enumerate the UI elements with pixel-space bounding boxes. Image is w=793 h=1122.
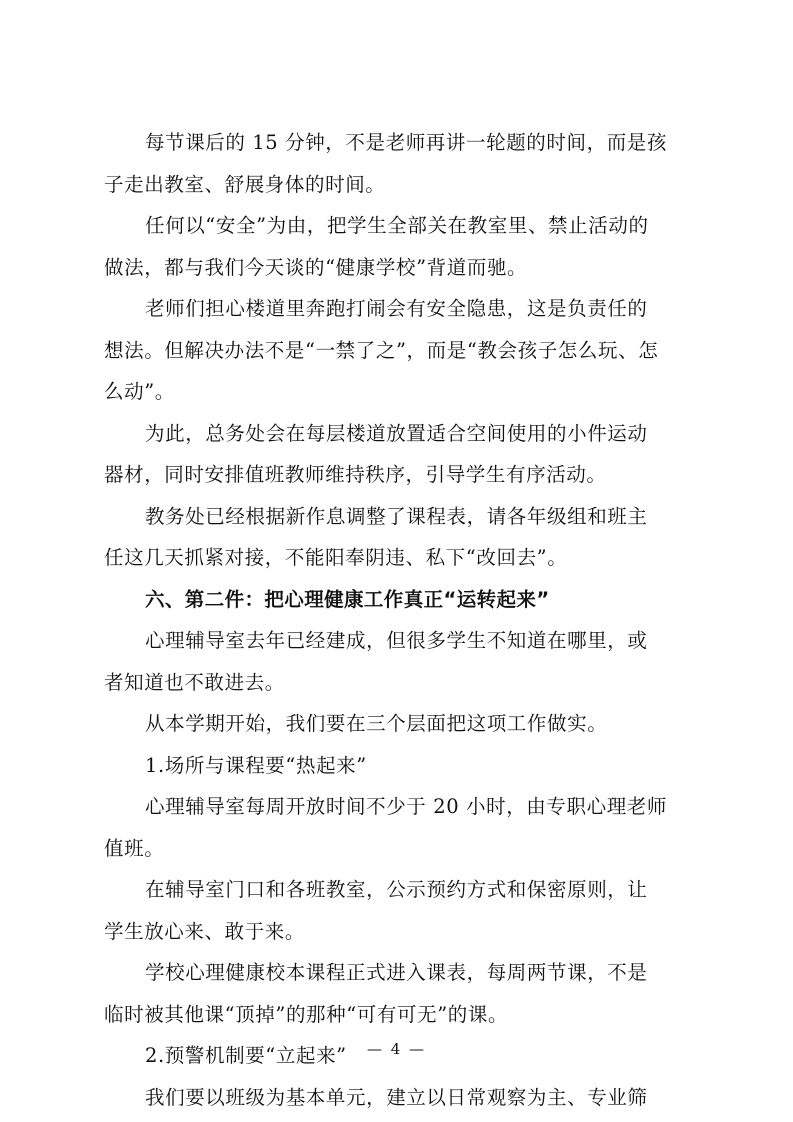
text-line: 想法。但解决办法不是“一禁了之”，而是“教会孩子怎么玩、怎 [104, 338, 659, 362]
text-line: 器材，同时安排值班教师维持秩序，引导学生有序活动。 [104, 463, 607, 486]
text-line: 者知道也不敢进去。 [104, 670, 285, 694]
text-line: 心理辅导室每周开放时间不少于 20 小时，由专职心理老师 [145, 795, 668, 818]
text-line: 老师们担心楼道里奔跑打闹会有安全隐患，这是负责任的 [145, 297, 648, 320]
text-line: 子走出教室、舒展身体的时间。 [104, 172, 386, 196]
text-line: 学校心理健康校本课程正式进入课表，每周两节课，不是 [145, 961, 648, 984]
text-line: 任何以“安全”为由，把学生全部关在教室里、禁止活动的 [145, 214, 649, 237]
paragraph-2 [104, 205, 690, 288]
paragraph-6 [104, 620, 690, 703]
paragraph-11 [104, 1077, 690, 1119]
document-body [104, 122, 690, 1118]
paragraph-8 [104, 786, 690, 869]
paragraph-7 [104, 703, 690, 745]
paragraph-3 [104, 288, 690, 413]
paragraph-9 [104, 869, 690, 952]
text-line: 每节课后的 15 分钟，不是老师再讲一轮题的时间，而是孩 [145, 131, 668, 154]
subheading-1 [104, 745, 690, 787]
page-number: — 4 — [366, 1040, 427, 1058]
text-line: 学生放心来、敢于来。 [104, 919, 306, 943]
paragraph-4 [104, 413, 690, 496]
text-line: 从本学期开始，我们要在三个层面把这项工作做实。 [145, 712, 608, 735]
text-line: 教务处已经根据新作息调整了课程表，请各年级组和班主 [145, 504, 648, 528]
text-line: 么动”。 [104, 380, 175, 403]
text-line: 做法，都与我们今天谈的“健康学校”背道而驰。 [104, 255, 528, 279]
paragraph-1 [104, 122, 690, 205]
text-line: 2.预警机制要“立起来” [145, 1044, 347, 1067]
text-line: 1.场所与课程要“热起来” [145, 753, 367, 777]
text-line: 心理辅导室去年已经建成，但很多学生不知道在哪里，或 [145, 629, 648, 652]
text-line: 临时被其他课“顶掉”的那种“可有可无”的课。 [104, 1002, 509, 1026]
paragraph-10 [104, 952, 690, 1035]
text-line: 为此，总务处会在每层楼道放置适合空间使用的小件运动 [145, 421, 648, 445]
section-heading: 六、第二件：把心理健康工作真正“运转起来” [145, 587, 550, 611]
text-line: 任这几天抓紧对接，不能阳奉阴违、私下“改回去”。 [104, 546, 568, 569]
text-line: 值班。 [104, 836, 165, 860]
paragraph-5 [104, 496, 690, 579]
text-line: 我们要以班级为基本单元，建立以日常观察为主、专业筛 [145, 1085, 648, 1109]
text-line: 在辅导室门口和各班教室，公示预约方式和保密原则，让 [145, 878, 648, 901]
